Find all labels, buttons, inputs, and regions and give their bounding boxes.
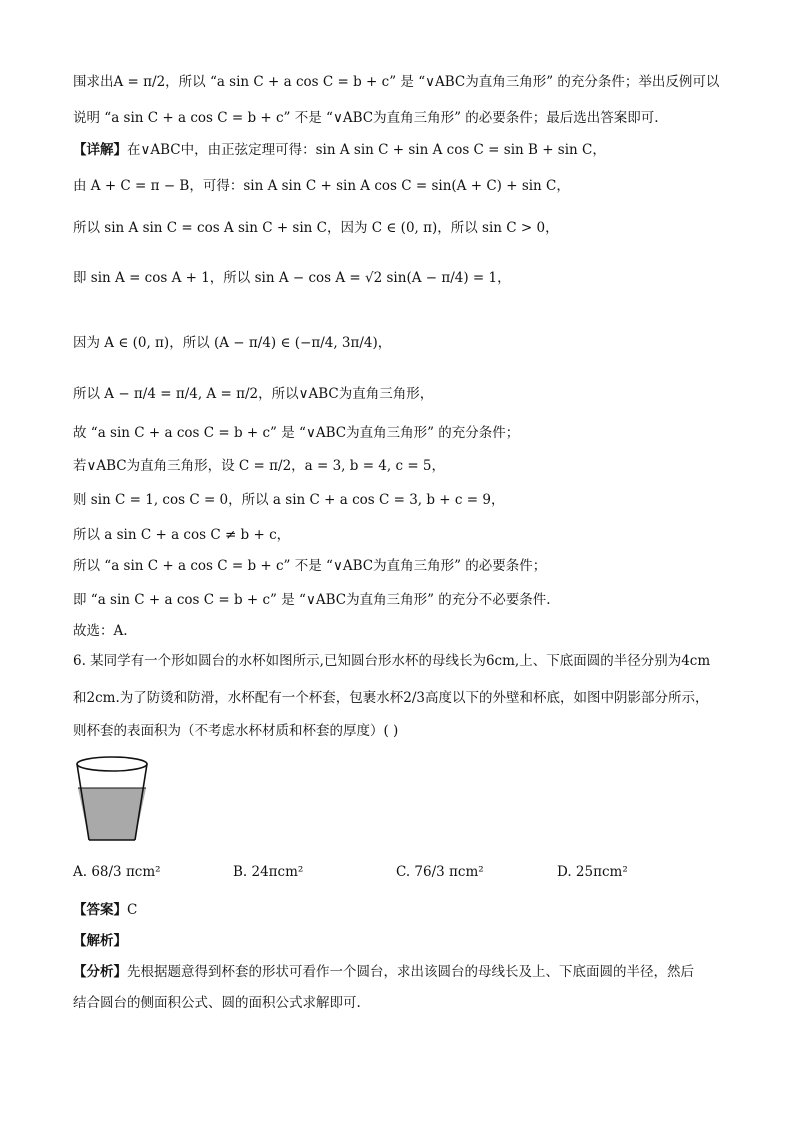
text-line: 围求出A = π/2，所以 “a sin C + a cos C = b + c” 是 “∨ABC为直角三角形” 的充分条件；举出反例可以 [73,74,720,90]
analysis-line [73,962,694,982]
text-line: 所以 “a sin C + a cos C = b + c” 不是 “∨ABC为直角三角形” 的必要条件； [73,558,547,574]
answer-tag: 【答案】 [73,902,127,918]
text-line: 所以 A − π/4 = π/4, A = π/2，所以∨ABC为直角三角形， [73,386,434,402]
text-line: 若∨ABC为直角三角形，设 C = π/2，a = 3, b = 4, c = 5， [73,458,446,474]
text-line: 由 A + C = π − B，可得：sin A sin C + sin A cos C = sin(A + C) + sin C， [73,178,570,194]
analysis-line: 结合圆台的侧面积公式、圆的面积公式求解即可. [73,995,361,1011]
detail-tag: 【详解】 [73,142,127,158]
analysis-text: 先根据题意得到杯套的形状可看作一个圆台，求出该圆台的母线长及上、下底面圆的半径，然后 [127,964,694,980]
analysis-tag: 【解析】 [73,933,127,949]
text-line: 所以 sin A sin C = cos A sin C + sin C，因为 C ∈ (0, π)，所以 sin C > 0， [73,220,559,236]
analysis-heading [73,931,127,951]
text-line: 故 “a sin C + a cos C = b + c” 是 “∨ABC为直角三角形” 的充分条件； [73,425,520,441]
detail-text: 在∨ABC中，由正弦定理可得：sin A sin C + sin A cos C = sin B + sin C， [127,142,606,158]
option-d[interactable]: D. 25πcm² [557,864,628,880]
question-6-line: 则杯套的表面积为（不考虑水杯材质和杯套的厚度）( ) [73,723,399,739]
cup-figure [72,754,152,846]
answer-line [73,900,137,920]
text-line: 所以 a sin C + a cos C ≠ b + c， [73,527,291,543]
text-line: 故选：A. [73,623,128,639]
option-b[interactable]: B. 24πcm² [233,864,304,880]
option-a[interactable]: A. 68/3 πcm² [73,864,161,880]
option-c[interactable]: C. 76/3 πcm² [396,864,484,880]
text-line: 即 sin A = cos A + 1，所以 sin A − cos A = √2 sin(A − π/4) = 1， [73,270,511,286]
text-line: 因为 A ∈ (0, π)，所以 (A − π/4) ∈ (−π/4, 3π/4)， [73,335,392,351]
text-line [73,140,606,160]
text-line: 即 “a sin C + a cos C = b + c” 是 “∨ABC为直角三角形” 的充分不必要条件. [73,592,551,608]
question-6-line: 6. 某同学有一个形如圆台的水杯如图所示,已知圆台形水杯的母线长为6cm,上、下底面圆的半径分别为4cm [73,653,711,669]
answer-value: C [127,902,138,918]
analysis-sub-tag: 【分析】 [73,964,127,980]
cup-rim [77,757,147,771]
text-line: 则 sin C = 1, cos C = 0，所以 a sin C + a cos C = 3, b + c = 9， [73,492,505,508]
text-line: 说明 “a sin C + a cos C = b + c” 不是 “∨ABC为直角三角形” 的必要条件；最后选出答案即可. [73,110,659,126]
question-6-line: 和2cm.为了防烫和防滑，水杯配有一个杯套，包裹水杯2/3高度以下的外壁和杯底，如图中阴影部分所示， [73,690,709,706]
